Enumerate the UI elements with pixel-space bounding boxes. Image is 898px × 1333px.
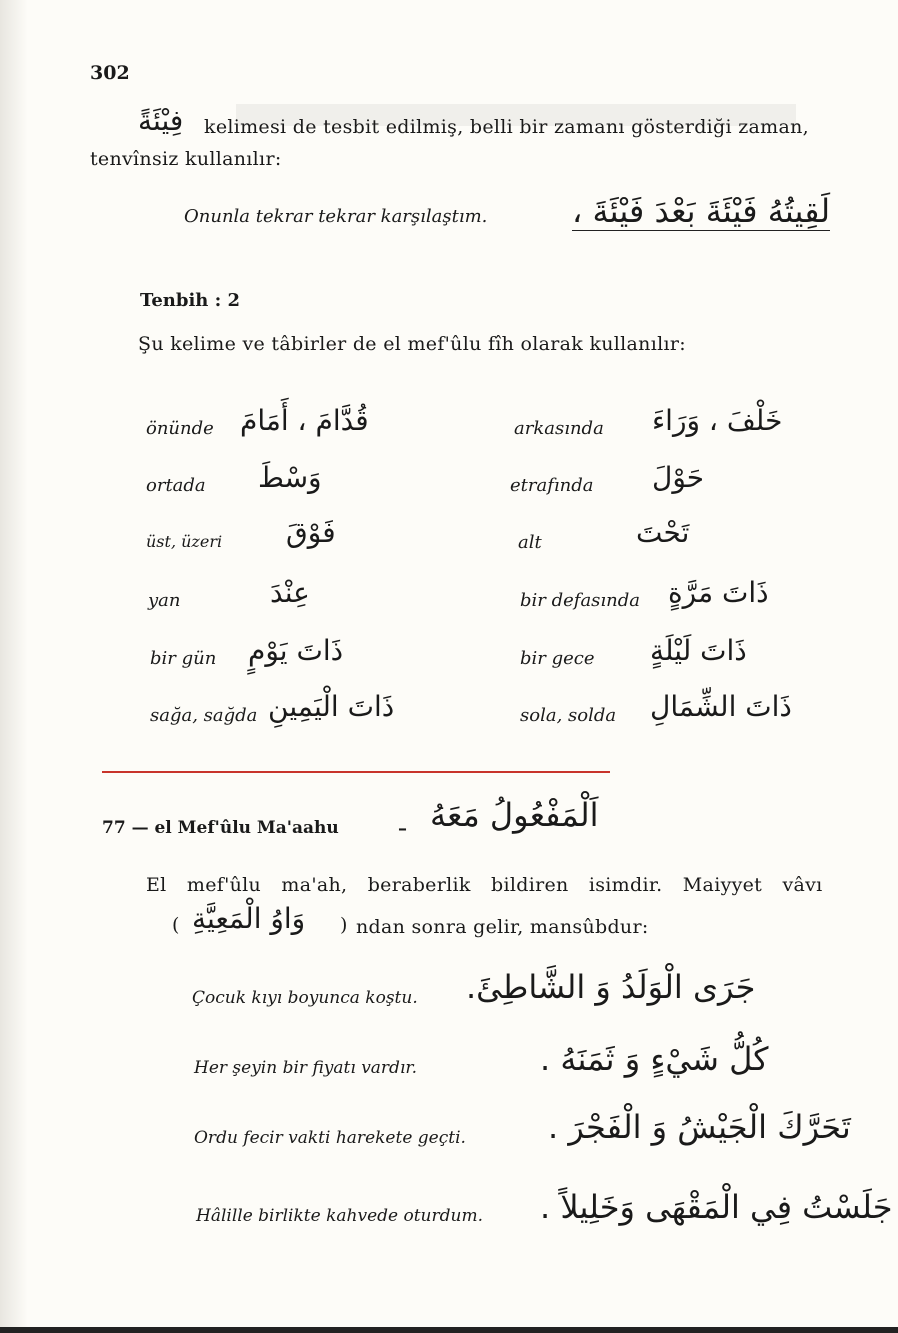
example-arabic: تَحَرَّكَ الْجَيْشُ وَ الْفَجْرَ . [548, 1108, 851, 1146]
vocab-left-ar: قُدَّامَ ، أَمَامَ [240, 404, 369, 437]
tenbih-text: Şu kelime ve tâbirler de el mef'ûlu fîh olarak kullanılır: [138, 333, 686, 355]
vocab-left-tr: yan [148, 590, 181, 611]
vocab-right-tr: bir defasında [520, 590, 641, 611]
scan-bottom-edge [0, 1327, 898, 1333]
example-translation: Ordu fecir vakti harekete geçti. [194, 1128, 466, 1148]
vocab-right-ar: خَلْفَ ، وَرَاءَ [652, 404, 783, 437]
scan-margin [0, 0, 28, 1333]
page-number: 302 [90, 62, 130, 84]
example1-translation: Onunla tekrar tekrar karşılaştım. [184, 206, 488, 227]
intro-line-2: tenvînsiz kullanılır: [90, 148, 282, 170]
section77-heading: 77 — el Mef'ûlu Ma'aahu [102, 818, 339, 838]
example-translation: Hâlille birlikte kahvede oturdum. [196, 1206, 483, 1226]
section77-arabic-inline: وَاوُ الْمَعِيَّةِ [192, 902, 306, 935]
vocab-right-tr: bir gece [520, 648, 595, 669]
example-arabic: جَرَى الْوَلَدُ وَ الشَّاطِئَ. [466, 968, 756, 1006]
vocab-left-ar: فَوْقَ [286, 516, 336, 549]
vocab-left-ar: عِنْدَ [270, 576, 310, 609]
section77-arabic-title: اَلْمَفْعُولُ مَعَهُ [430, 796, 599, 834]
paren-open: ( [172, 914, 180, 936]
vocab-left-tr: bir gün [150, 648, 217, 669]
example-translation: Çocuk kıyı boyunca koştu. [192, 988, 418, 1008]
vocab-right-ar: ذَاتَ الشِّمَالِ [650, 690, 792, 723]
vocab-right-ar: ذَاتَ لَيْلَةٍ [650, 634, 747, 667]
paren-close: ) [340, 914, 348, 936]
vocab-right-ar: تَحْتَ [636, 516, 690, 549]
example-arabic: كُلُّ شَيْءٍ وَ ثَمَنَهُ . [540, 1040, 769, 1078]
vocab-right-tr: arkasında [514, 418, 604, 439]
intro-line-1: kelimesi de tesbit edilmiş, belli bir zamanı gösterdiği zaman, [204, 116, 809, 138]
example1-arabic: لَقِيتُهُ فَيْئَةَ بَعْدَ فَيْئَةَ ، [572, 192, 831, 230]
vocab-right-tr: sola, solda [520, 705, 617, 726]
example-arabic: جَلَسْتُ فِي الْمَقْهَى وَخَلِيلاً . [540, 1188, 893, 1226]
section77-line-1: El mef'ûlu ma'ah, beraberlik bildiren isimdir. Maiyyet vâvı [146, 874, 823, 896]
intro-arabic-word: فِيْئَةً [138, 104, 184, 137]
vocab-left-ar: ذَاتَ يَوْمٍ [248, 634, 344, 667]
section77-line-2: ndan sonra gelir, mansûbdur: [356, 916, 649, 938]
vocab-right-ar: ذَاتَ مَرَّةٍ [668, 576, 769, 609]
vocab-left-tr: sağa, sağda [150, 705, 258, 726]
section77-dash: – [398, 818, 407, 839]
vocab-right-tr: alt [518, 532, 542, 553]
section-divider [102, 771, 610, 773]
tenbih-heading: Tenbih : 2 [140, 290, 241, 311]
vocab-left-ar: ذَاتَ الْيَمِينِ [268, 690, 395, 723]
example-translation: Her şeyin bir fiyatı vardır. [194, 1058, 418, 1078]
vocab-right-tr: etrafında [510, 475, 594, 496]
vocab-left-tr: ortada [146, 475, 206, 496]
vocab-left-tr: önünde [146, 418, 214, 439]
vocab-left-ar: وَسْطَ [258, 461, 322, 494]
vocab-right-ar: حَوْلَ [652, 461, 705, 494]
vocab-left-tr: üst, üzeri [146, 532, 223, 551]
